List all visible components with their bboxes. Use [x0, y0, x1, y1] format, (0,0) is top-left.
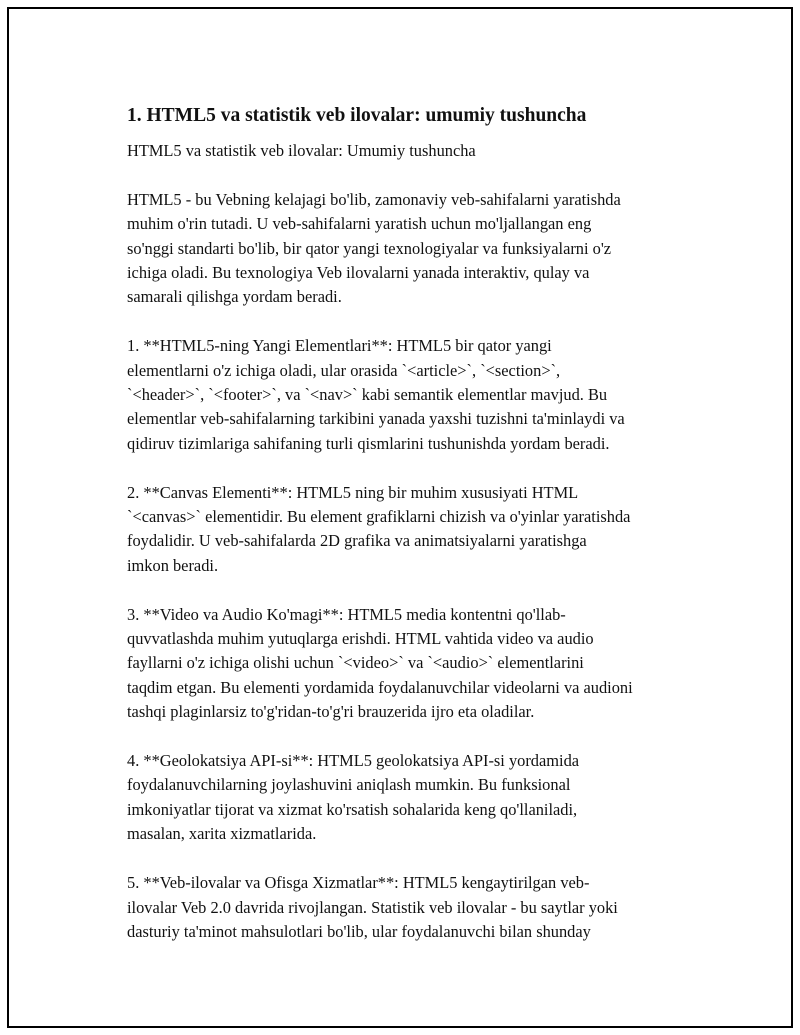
section-geolocation: 4. **Geolokatsiya API-si**: HTML5 geolokatsiya API-si yordamida foydalanuvchilarning joylashuvini aniqlash mumkin. Bu funksional imkoniyatlar tijorat va xizmat ko'rsatish sohalarida keng qo'llaniladi, masalan, xarita xizmatlarida. — [127, 751, 580, 844]
section-canvas: 2. **Canvas Elementi**: HTML5 ning bir muhim xususiyati HTML `<canvas>` elementidir. Bu element grafiklarni chizish va o'yinlar yaratishda foydalidir. U veb-sahifalarda 2D grafika va animatsiyalarni yaratishga imkon beradi. — [127, 482, 631, 575]
section-new-elements: 1. **HTML5-ning Yangi Elementlari**: HTML5 bir qator yangi elementlarni o'z ichiga oladi, ular orasida `<article>`, `<section>`, `<header>`, `<footer>`, va `<nav>` kabi semantik elementlar mavjud. Bu elementlar veb-sahifalarning tarkibini yanada yaxshi tuzishni ta'minlaydi va qidiruv tizimlariga sahifaning turli qismlarini tushunishda yordam beradi. — [127, 336, 625, 453]
page-frame — [7, 7, 793, 1028]
document-heading: 1. HTML5 va statistik veb ilovalar: umumiy tushuncha — [127, 105, 587, 126]
document-subtitle: HTML5 va statistik veb ilovalar: Umumiy tushuncha — [127, 141, 476, 160]
intro-paragraph: HTML5 - bu Vebning kelajagi bo'lib, zamonaviy veb-sahifalarni yaratishda muhim o'rin tutadi. U veb-sahifalarni yaratish uchun mo'ljallangan eng so'nggi standarti bo'lib, bir qator yangi texnologiyalar va funksiyalarni o'z ichiga oladi. Bu texnologiya Veb ilovalarni yanada interaktiv, qulay va samarali qilishga yordam beradi. — [127, 189, 621, 307]
document-body — [127, 103, 707, 969]
section-video-audio: 3. **Video va Audio Ko'magi**: HTML5 media kontentni qo'llab- quvvatlashda muhim yutuqlarga erishdi. HTML vahtida video va audio fayllarni o'z ichiga olishi uchun `<video>` va `<audio>` elementlarini taqdim etgan. Bu elementi yordamida foydalanuvchilar videolarni va audioni tashqi plaginlarsiz to'g'ridan-to'g'ri brauzerida ijro eta oladilar. — [127, 604, 633, 722]
section-web-apps: 5. **Veb-ilovalar va Ofisga Xizmatlar**: HTML5 kengaytirilgan veb- ilovalar Veb 2.0 davrida rivojlangan. Statistik veb ilovalar - bu saytlar yoki dasturiy ta'minot mahsulotlari bo'lib, ular foydalanuvchi bilan shunday — [127, 873, 618, 941]
